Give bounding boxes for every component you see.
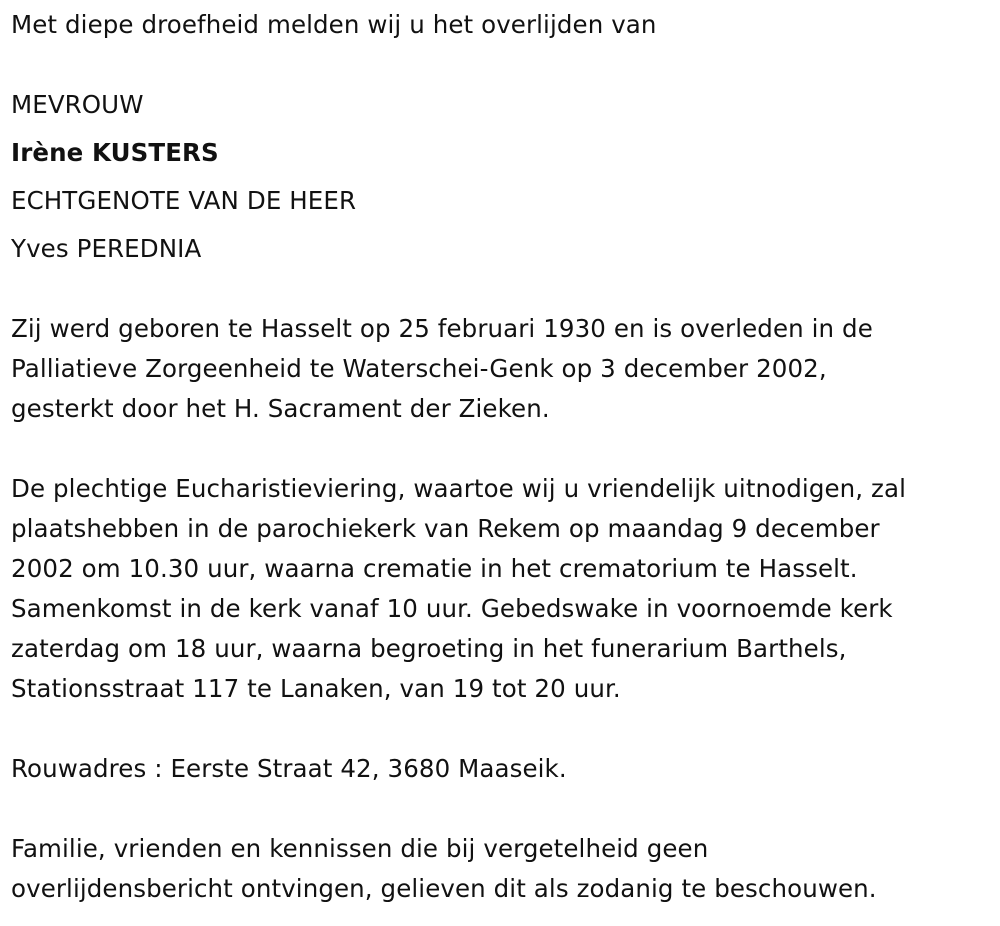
mourning-address: Rouwadres : Eerste Straat 42, 3680 Maaseik. xyxy=(11,754,567,783)
intro-line: Met diepe droefheid melden wij u het overlijden van xyxy=(11,10,657,39)
birth-line: Zij werd geboren te Hasselt op 25 februari 1930 en is overleden in de xyxy=(11,314,873,343)
ceremony-line: 2002 om 10.30 uur, waarna crematie in het crematorium te Hasselt. xyxy=(11,554,858,583)
spouse-name: Yves PEREDNIA xyxy=(11,234,202,263)
birth-line: Palliatieve Zorgeenheid te Waterschei-Genk op 3 december 2002, xyxy=(11,354,827,383)
closing-line: overlijdensbericht ontvingen, gelieven dit als zodanig te beschouwen. xyxy=(11,874,877,903)
deceased-relation: ECHTGENOTE VAN DE HEER xyxy=(11,186,357,215)
ceremony-line: Stationsstraat 117 te Lanaken, van 19 tot 20 uur. xyxy=(11,674,621,703)
ceremony-line: Samenkomst in de kerk vanaf 10 uur. Gebedswake in voornoemde kerk xyxy=(11,594,893,623)
deceased-name: Irène KUSTERS xyxy=(11,138,219,167)
birth-line: gesterkt door het H. Sacrament der Zieken. xyxy=(11,394,550,423)
closing-line: Familie, vrienden en kennissen die bij vergetelheid geen xyxy=(11,834,709,863)
ceremony-line: zaterdag om 18 uur, waarna begroeting in het funerarium Barthels, xyxy=(11,634,847,663)
deceased-title: MEVROUW xyxy=(11,90,144,119)
ceremony-line: plaatshebben in de parochiekerk van Rekem op maandag 9 december xyxy=(11,514,880,543)
ceremony-line: De plechtige Eucharistieviering, waartoe wij u vriendelijk uitnodigen, zal xyxy=(11,474,907,503)
